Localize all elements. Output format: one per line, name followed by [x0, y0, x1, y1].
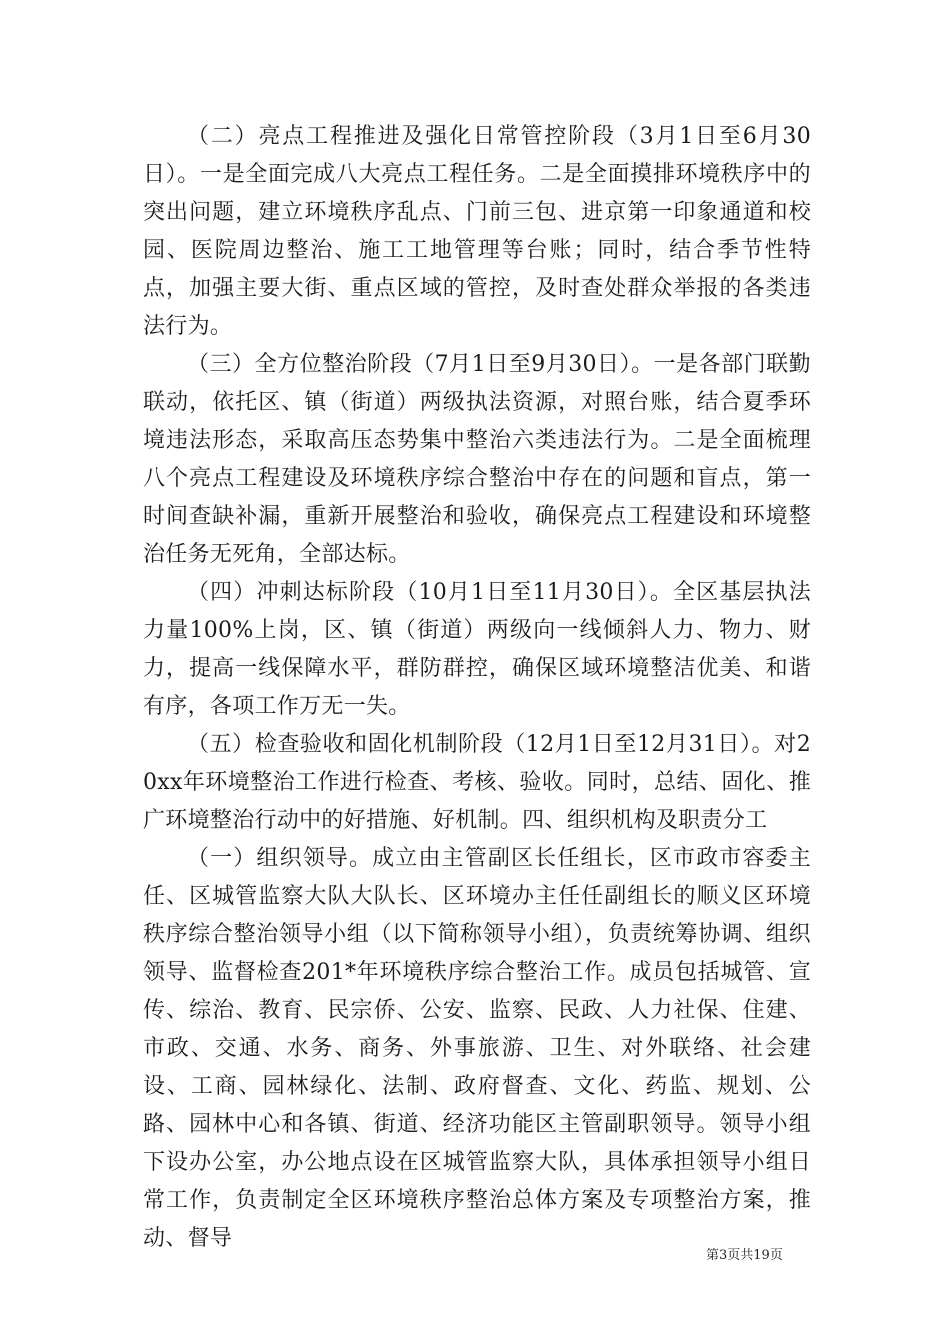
document-body	[143, 118, 811, 1258]
page-number: 第3页共19页	[706, 1248, 783, 1263]
paragraph-stage-four: （四）冲刺达标阶段（10月1日至11月30日）。全区基层执法力量100%上岗，区、镇（街道）两级向一线倾斜人力、物力、财力，提高一线保障水平，群防群控，确保区域环境整洁优美、和谐有序，各项工作万无一失。	[143, 580, 811, 719]
paragraph-stage-two: （二）亮点工程推进及强化日常管控阶段（3月1日至6月30日）。一是全面完成八大亮点工程任务。二是全面摸排环境秩序中的突出问题，建立环境秩序乱点、门前三包、进京第一印象通道和校园、医院周边整治、施工工地管理等台账；同时，结合季节性特点，加强主要大街、重点区域的管控，及时查处群众举报的各类违法行为。	[143, 124, 811, 339]
paragraph-organization: （一）组织领导。成立由主管副区长任组长，区市政市容委主任、区城管监察大队大队长、区环境办主任任副组长的顺义区环境秩序综合整治领导小组（以下简称领导小组），负责统筹协调、组织领导、监督检查201*年环境秩序综合整治工作。成员包括城管、宣传、综治、教育、民宗侨、公安、监察、民政、人力社保、住建、市政、交通、水务、商务、外事旅游、卫生、对外联络、社会建设、工商、园林绿化、法制、政府督查、文化、药监、规划、公路、园林中心和各镇、街道、经济功能区主管副职领导。领导小组下设办公室，办公地点设在区城管监察大队，具体承担领导小组日常工作，负责制定全区环境秩序整治总体方案及专项整治方案，推动、督导	[143, 846, 811, 1251]
paragraph-stage-three: （三）全方位整治阶段（7月1日至9月30日）。一是各部门联勤联动，依托区、镇（街道）两级执法资源，对照台账，结合夏季环境违法形态，采取高压态势集中整治六类违法行为。二是全面梳理八个亮点工程建设及环境秩序综合整治中存在的问题和盲点，第一时间查缺补漏，重新开展整治和验收，确保亮点工程建设和环境整治任务无死角，全部达标。	[143, 352, 811, 567]
paragraph-stage-five: （五）检查验收和固化机制阶段（12月1日至12月31日）。对20xx年环境整治工作进行检查、考核、验收。同时，总结、固化、推广环境整治行动中的好措施、好机制。四、组织机构及职责分工	[143, 732, 811, 833]
